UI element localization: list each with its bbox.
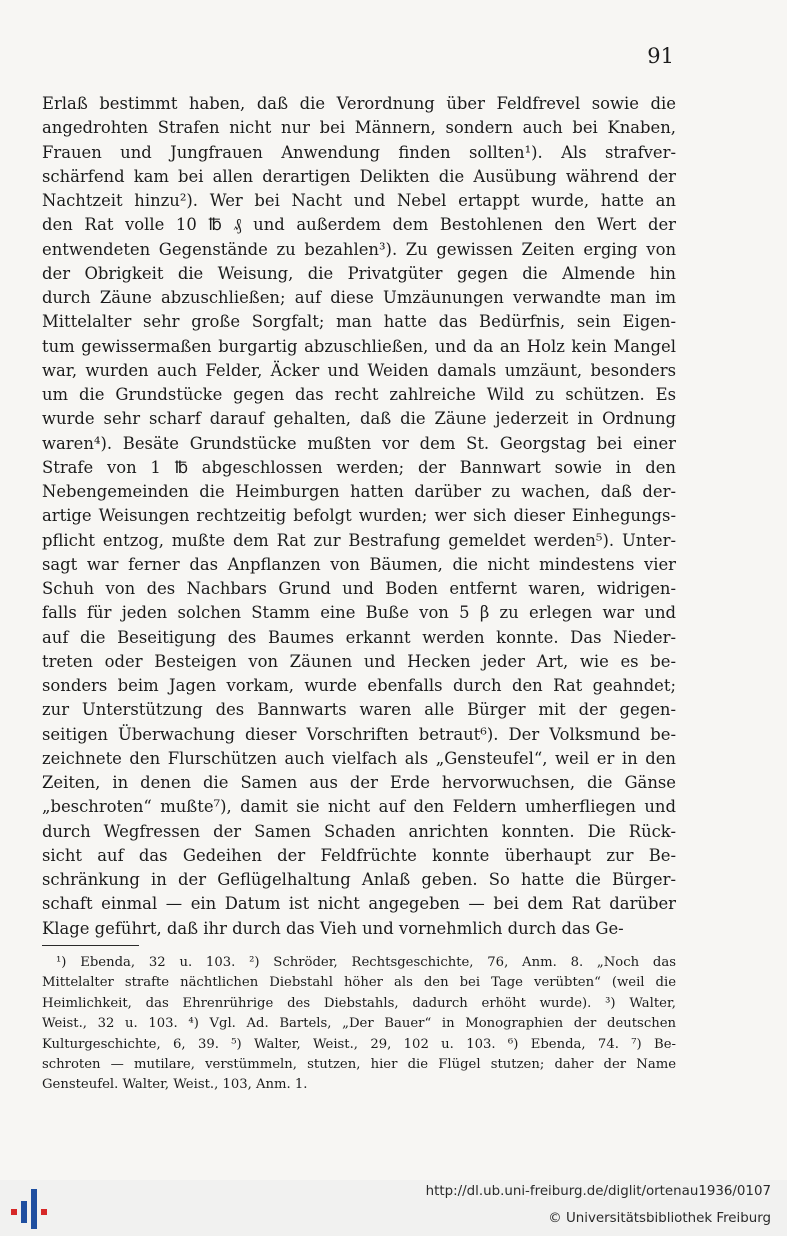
text-line: Mittelalter sehr große Sorgfalt; man hatte das Bedürfnis, sein Eigen- [42, 312, 676, 332]
text-line: Nachtzeit hinzu²). Wer bei Nacht und Nebel ertappt wurde, hatte an [42, 191, 676, 210]
text-line: treten oder Besteigen von Zäunen und Hecken jeder Art, wie es be- [42, 651, 676, 671]
text-line: wurde sehr scharf darauf gehalten, daß die Zäune jederzeit in Ordnung [42, 409, 676, 429]
text-line: schaft einmal — ein Datum ist nicht angegeben — bei dem Rat darüber [42, 894, 676, 914]
footnotes [42, 953, 676, 1096]
text-line: „beschroten“ mußte⁷), damit sie nicht auf den Feldern umherfliegen und [42, 797, 676, 817]
text-line: Zeiten, in denen die Samen aus der Erde hervorwuchsen, die Gänse [42, 773, 676, 792]
footnote-separator [42, 945, 139, 946]
text-line: sicht auf das Gedeihen der Feldfrüchte konnte überhaupt zur Be- [42, 845, 676, 865]
footnote-line: Mittelalter strafte nächtlichen Diebstahl höher als den bei Tage verübten“ (weil die [42, 975, 676, 991]
text-line: falls für jeden solchen Stamm eine Buße von 5 β zu erlegen war und [42, 603, 676, 623]
page-number: 91 [647, 44, 674, 68]
text-line: war, wurden auch Felder, Äcker und Weiden damals umzäunt, besonders [42, 360, 676, 380]
text-line: seitigen Überwachung dieser Vorschriften betraut⁶). Der Volksmund be- [42, 724, 676, 744]
text-line: Frauen und Jungfrauen Anwendung finden sollten¹). Als strafver- [42, 142, 676, 162]
text-line: sonders beim Jagen vorkam, wurde ebenfalls durch den Rat geahndet; [42, 676, 676, 695]
text-line: auf die Beseitigung des Baumes erkannt werden konnte. Das Nieder- [42, 627, 676, 647]
permalink-url[interactable]: http://dl.ub.uni-freiburg.de/diglit/ortenau1936/0107 [425, 1184, 771, 1199]
text-line: den Rat volle 10 ℔ ₰ und außerdem dem Bestohlenen den Wert der [42, 215, 676, 235]
text-line: angedrohten Strafen nicht nur bei Männern, sondern auch bei Knaben, [42, 118, 676, 138]
text-line: sagt war ferner das Anpflanzen von Bäumen, die nicht mindestens vier [42, 554, 676, 574]
viewer-footer [0, 1180, 787, 1236]
footnote-line: Heimlichkeit, das Ehrenrührige des Diebstahls, dadurch erhöht wurde). ³) Walter, [42, 995, 676, 1011]
footnote-line: Kulturgeschichte, 6, 39. ⁵) Walter, Weist., 29, 102 u. 103. ⁶) Ebenda, 74. ⁷) Be- [42, 1036, 676, 1052]
ub-freiburg-logo-icon[interactable] [10, 1187, 50, 1231]
footnote-line: Weist., 32 u. 103. ⁴) Vgl. Ad. Bartels, „Der Bauer“ in Monographien der deutschen [42, 1016, 676, 1032]
text-line: schränkung in der Geflügelhaltung Anlaß geben. So hatte die Bürger- [42, 870, 676, 889]
text-line: um die Grundstücke gegen das recht zahlreiche Wild zu schützen. Es [42, 385, 676, 404]
text-line: durch Wegfressen der Samen Schaden anrichten konnten. Die Rück- [42, 821, 676, 841]
text-line: Erlaß bestimmt haben, daß die Verordnung über Feldfrevel sowie die [42, 94, 676, 113]
text-line: Strafe von 1 ℔ abgeschlossen werden; der Bannwart sowie in den [42, 457, 676, 477]
text-line: entwendeten Gegenstände zu bezahlen³). Zu gewissen Zeiten erging von [42, 239, 676, 259]
footnote-line: Gensteufel. Walter, Weist., 103, Anm. 1. [42, 1077, 308, 1093]
text-line: durch Zäune abzuschließen; auf diese Umzäunungen verwandte man im [42, 288, 676, 307]
text-line: zeichnete den Flurschützen auch vielfach als „Gensteufel“, weil er in den [42, 748, 676, 768]
text-line: Schuh von des Nachbars Grund und Boden entfernt waren, widrigen- [42, 579, 676, 598]
text-line: artige Weisungen rechtzeitig befolgt wurden; wer sich dieser Einhegungs- [42, 506, 676, 526]
footnote-line: schroten — mutilare, verstümmeln, stutzen, hier die Flügel stutzen; daher der Name [42, 1056, 676, 1072]
text-line: pflicht entzog, mußte dem Rat zur Bestrafung gemeldet werden⁵). Unter- [42, 530, 676, 550]
footnote-line: ¹) Ebenda, 32 u. 103. ²) Schröder, Rechtsgeschichte, 76, Anm. 8. „Noch das [56, 955, 676, 970]
text-line: Nebengemeinden die Heimburgen hatten darüber zu wachen, daß der- [42, 482, 676, 501]
text-line: waren⁴). Besäte Grundstücke mußten vor dem St. Georgstag bei einer [42, 433, 676, 453]
text-line: der Obrigkeit die Weisung, die Privatgüter gegen die Almende hin [42, 263, 676, 283]
copyright-notice: © Universitätsbibliothek Freiburg [548, 1211, 771, 1226]
text-line: zur Unterstützung des Bannwarts waren alle Bürger mit der gegen- [42, 700, 676, 720]
text-line: schärfend kam bei allen derartigen Delikten die Ausübung während der [42, 166, 676, 186]
body-text [42, 92, 676, 941]
text-line: tum gewissermaßen burgartig abzuschließen, und da an Holz kein Mangel [42, 336, 676, 356]
text-line: Klage geführt, daß ihr durch das Vieh und vornehmlich durch das Ge- [42, 918, 624, 938]
